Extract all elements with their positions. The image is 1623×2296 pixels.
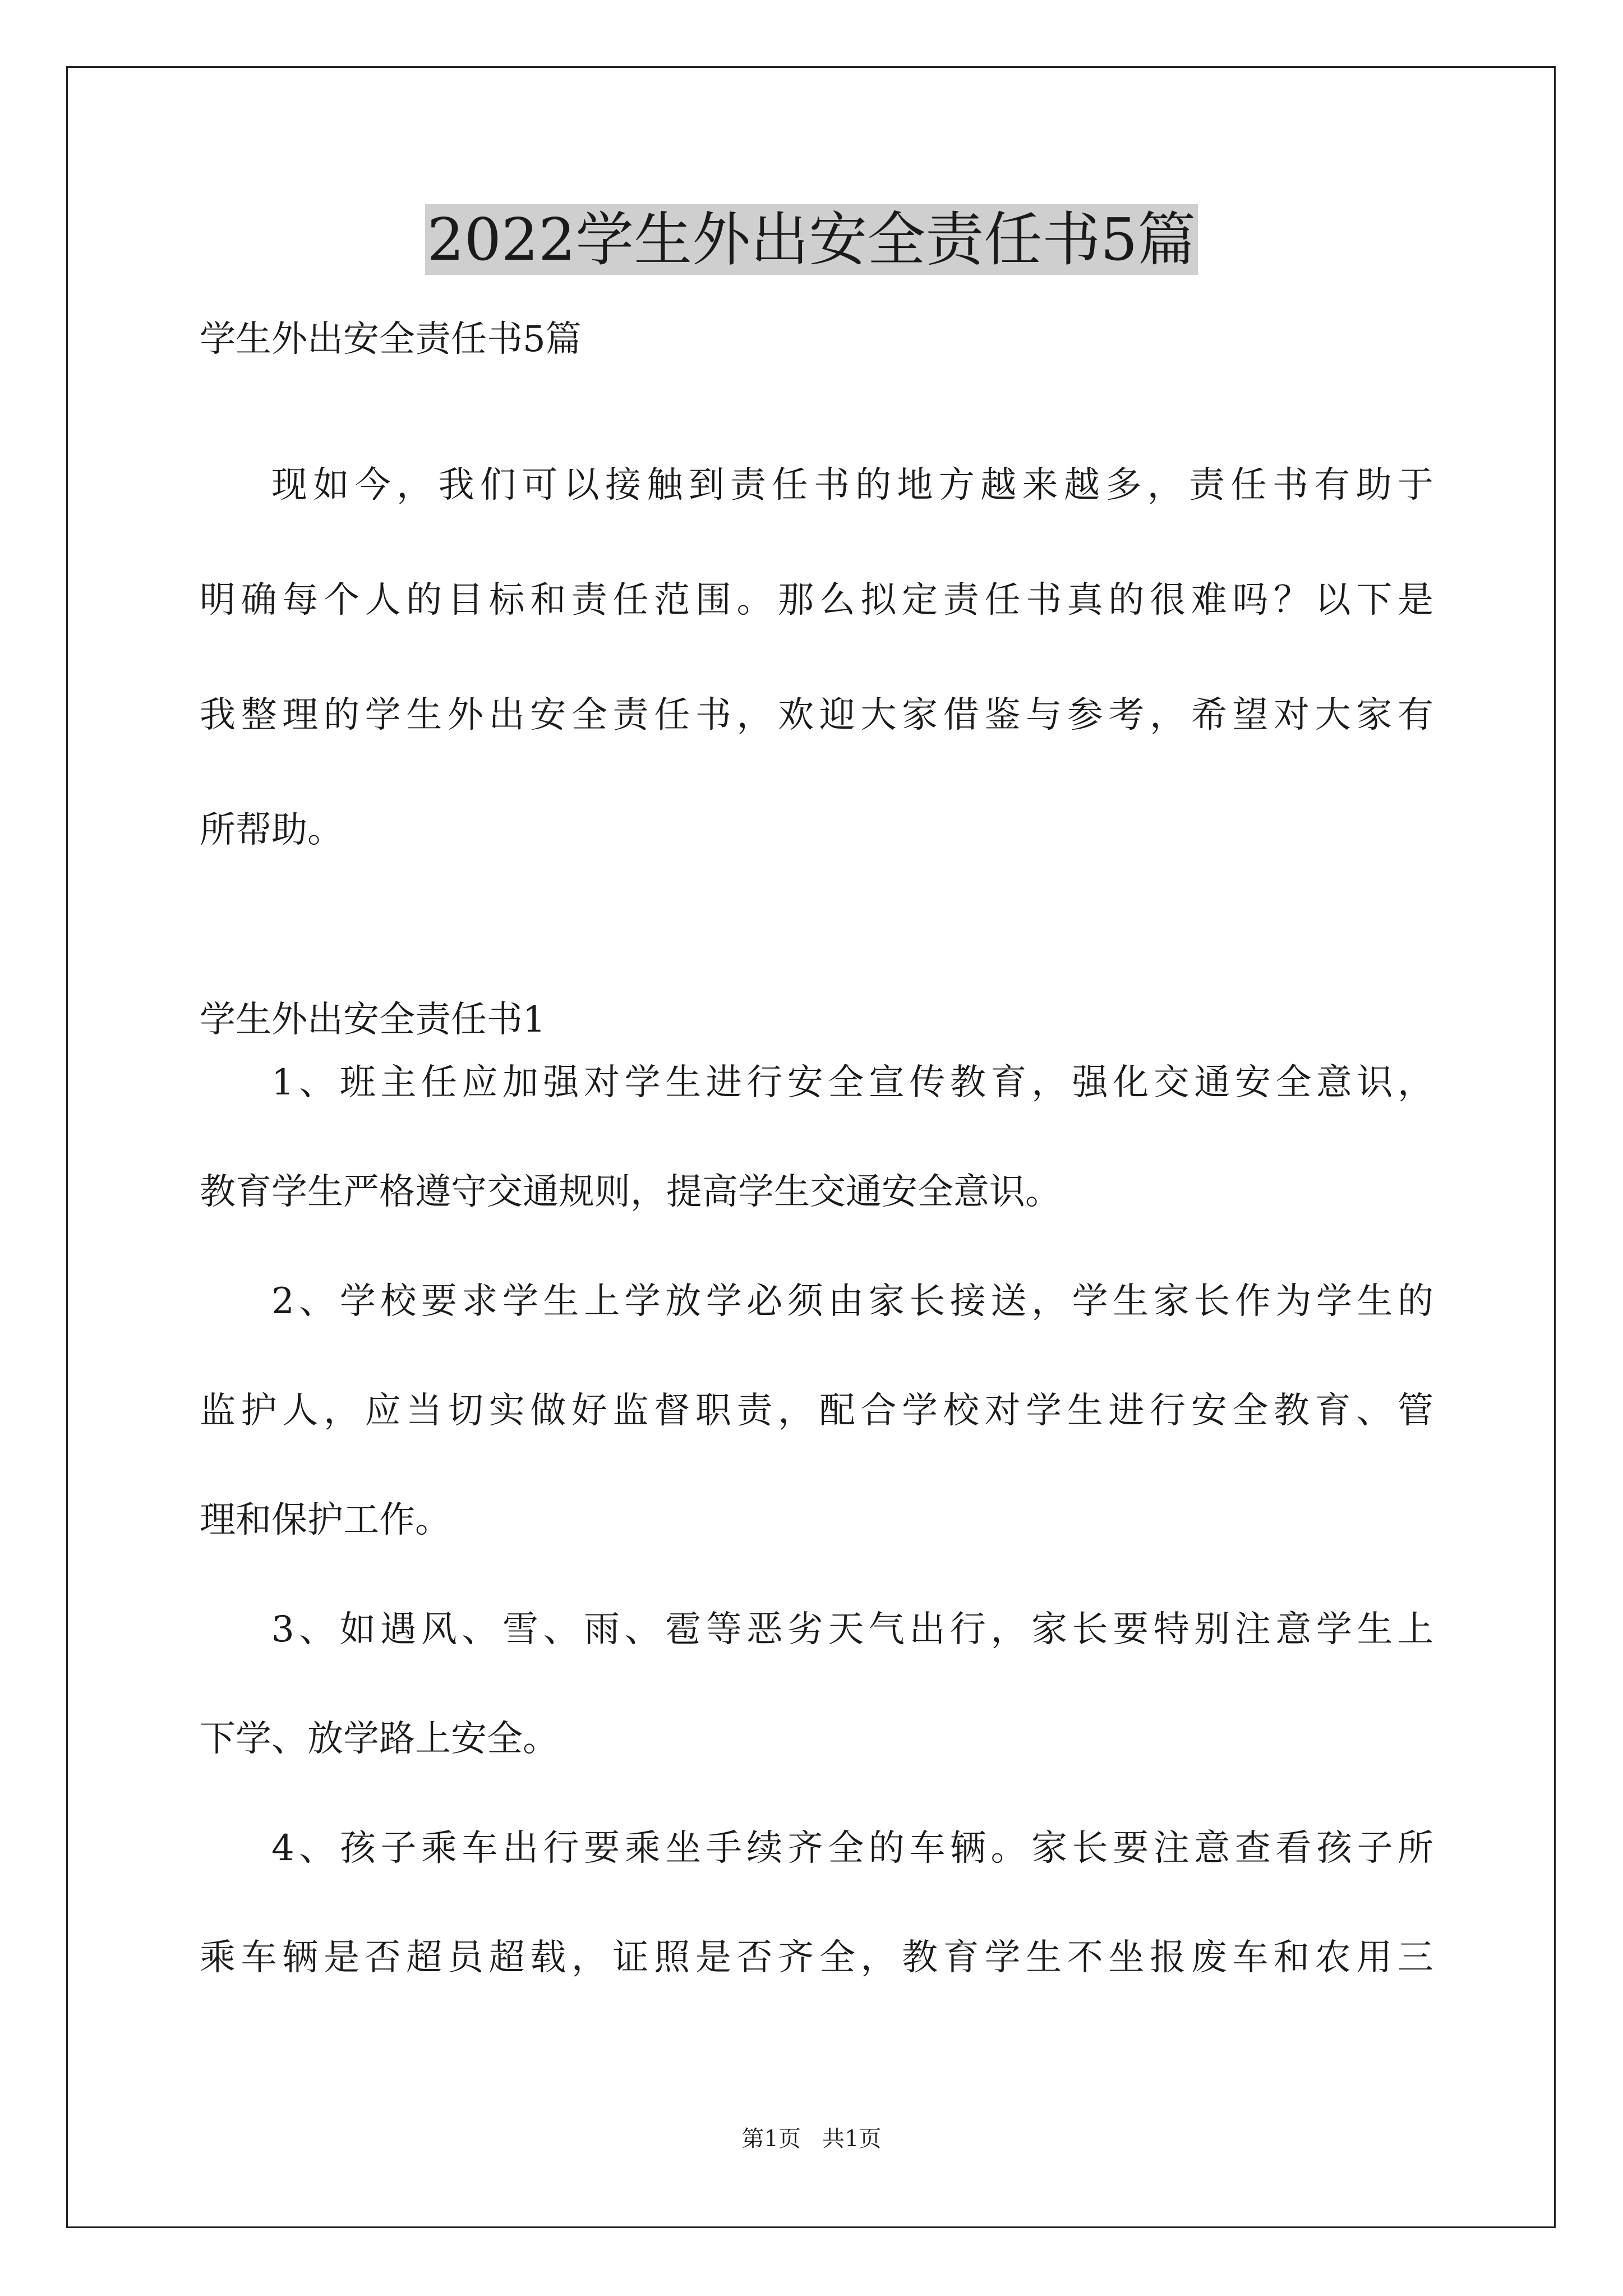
- body-line: 教育学生严格遵守交通规则，提高学生交通安全意识。: [200, 1171, 1061, 1213]
- body-line: 理和保护工作。: [200, 1499, 451, 1541]
- body-line: 下学、放学路上安全。: [200, 1718, 559, 1760]
- document-subtitle: 学生外出安全责任书5篇: [200, 319, 582, 360]
- page-footer: 第1页 共1页: [741, 2126, 882, 2152]
- body-line: 3、如遇风、雪、雨、雹等恶劣天气出行，家长要特别注意学生上: [271, 1609, 1433, 1650]
- intro-line: 所帮助。: [200, 809, 343, 851]
- intro-paragraph: [200, 460, 1433, 920]
- document-title: [0, 203, 1623, 276]
- body-line: 乘车辆是否超员超载，证照是否齐全，教育学生不坐报废车和农用三: [200, 1937, 1433, 1978]
- intro-line: 现如今，我们可以接触到责任书的地方越来越多，责任书有助于: [271, 464, 1433, 506]
- intro-line: 我整理的学生外出安全责任书，欢迎大家借鉴与参考，希望对大家有: [200, 694, 1433, 736]
- document-title-text: 2022学生外出安全责任书5篇: [425, 204, 1198, 275]
- body-line: 1、班主任应加强对学生进行安全宣传教育，强化交通安全意识，: [271, 1062, 1433, 1103]
- section-heading: 学生外出安全责任书1: [200, 999, 546, 1041]
- body-line: 监护人，应当切实做好监督职责，配合学校对学生进行安全教育、管: [200, 1390, 1433, 1432]
- body-line: 4、孩子乘车出行要乘坐手续齐全的车辆。家长要注意查看孩子所: [271, 1828, 1433, 1869]
- intro-line: 明确每个人的目标和责任范围。那么拟定责任书真的很难吗？以下是: [200, 579, 1433, 621]
- body-paragraphs: [200, 1057, 1433, 2042]
- body-line: 2、学校要求学生上学放学必须由家长接送，学生家长作为学生的: [271, 1281, 1433, 1322]
